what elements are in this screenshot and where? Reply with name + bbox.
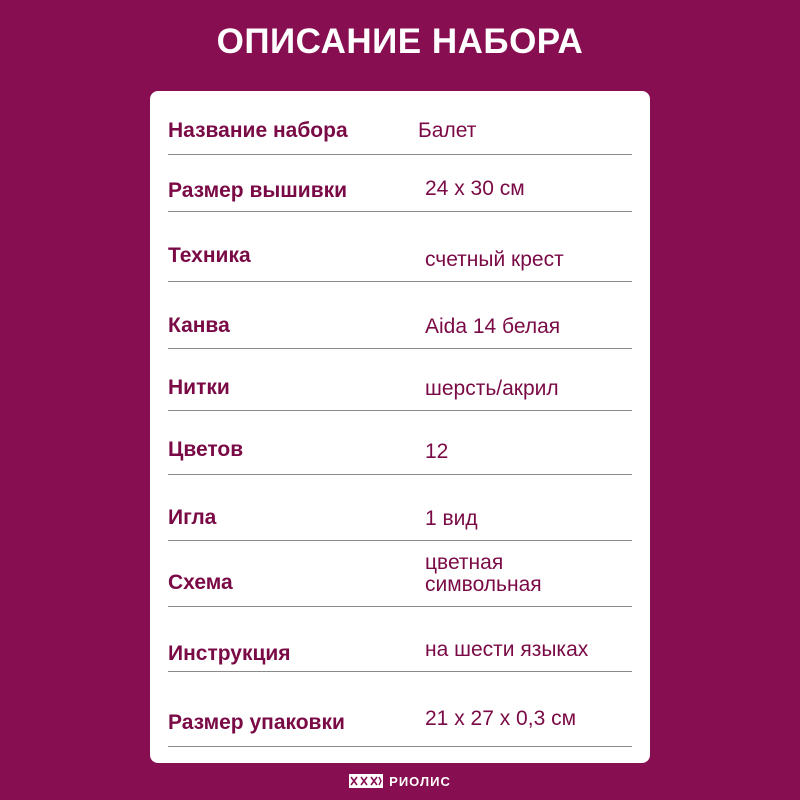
label-colors: Цветов [168,438,244,461]
divider [168,474,632,475]
value-canvas: Aida 14 белая [425,315,561,338]
value-scheme-line1: цветная [425,551,504,574]
value-embroidery-size: 24 х 30 см [425,177,525,200]
brand-name: РИОЛИС [389,773,451,789]
value-threads: шерсть/акрил [425,377,559,400]
label-scheme: Схема [168,571,233,594]
value-technique: счетный крест [425,248,564,271]
label-set-name: Название набора [168,119,348,142]
divider [168,154,632,155]
value-scheme-line2: символьная [425,573,542,596]
value-colors: 12 [425,440,449,463]
label-threads: Нитки [168,376,230,399]
value-instruction: на шести языках [425,638,589,661]
divider [168,540,632,541]
riolis-logo-icon [349,774,383,788]
divider [168,410,632,411]
value-needle: 1 вид [425,507,478,530]
value-package-size: 21 х 27 х 0,3 см [425,707,577,730]
label-package-size: Размер упаковки [168,711,345,734]
page-title: ОПИСАНИЕ НАБОРА [216,22,584,61]
label-instruction: Инструкция [168,642,291,665]
value-set-name: Балет [418,119,477,142]
footer [0,762,800,800]
divider [168,281,632,282]
label-needle: Игла [168,506,217,529]
divider [168,348,632,349]
divider [168,211,632,212]
divider [168,671,632,672]
divider [168,746,632,747]
label-canvas: Канва [168,314,230,337]
description-card [150,91,650,763]
divider [168,606,632,607]
label-embroidery-size: Размер вышивки [168,179,348,202]
label-technique: Техника [168,244,251,267]
